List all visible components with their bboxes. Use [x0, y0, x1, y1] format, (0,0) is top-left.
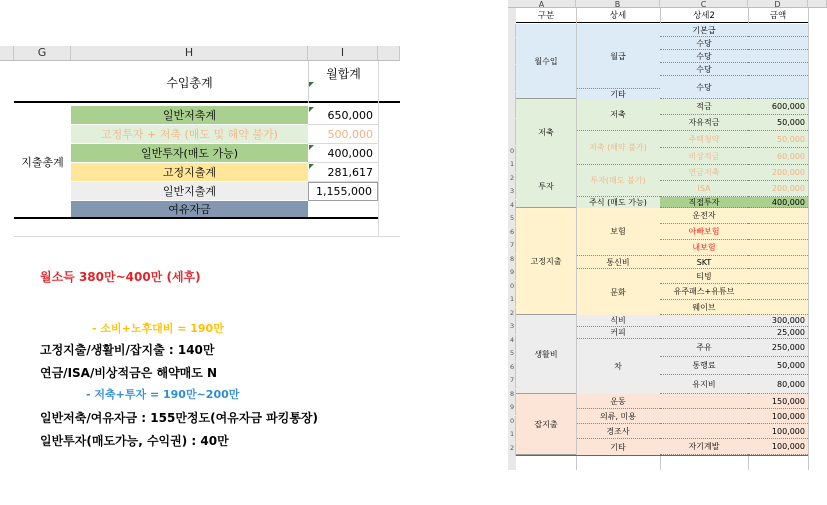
- note-line-2: 연금/ISA/비상적금은 해약매도 N: [40, 366, 218, 380]
- detail-savings[interactable]: 저축: [576, 99, 660, 131]
- amount-fuel[interactable]: 250,000: [748, 339, 808, 357]
- row-number[interactable]: [508, 51, 516, 64]
- item-driver-insurance[interactable]: 운전자: [660, 208, 748, 224]
- row-number[interactable]: [508, 132, 516, 145]
- item-fuel[interactable]: 주유: [660, 339, 748, 357]
- item-free-savings[interactable]: 자유적금: [660, 115, 748, 131]
- label-fixed-investment[interactable]: 고정투자 + 저축 (매도 및 해약 불가): [71, 125, 308, 144]
- green-triangle-marker: [309, 145, 314, 150]
- value-general-expense[interactable]: 1,155,000: [308, 182, 378, 201]
- item-events[interactable]: [660, 424, 748, 439]
- amount-maintenance[interactable]: 80,000: [748, 375, 808, 394]
- detail-salary[interactable]: 월급: [576, 24, 660, 89]
- spend-heading-note: - 소비+노후대비 = 190만: [92, 322, 224, 335]
- value-general-savings[interactable]: 650,000: [308, 106, 378, 125]
- detail-insurance[interactable]: 보험: [576, 208, 660, 256]
- group-fixed-expense[interactable]: 고정지출: [516, 208, 576, 315]
- detail-food[interactable]: 식비: [576, 315, 660, 327]
- label-spare-funds[interactable]: 여유자금: [71, 201, 308, 219]
- right-sheet: [508, 0, 827, 470]
- col-header-i[interactable]: I: [308, 46, 378, 61]
- right-header-amount[interactable]: 금액: [748, 8, 808, 23]
- gridline: [378, 61, 379, 236]
- item-food[interactable]: [660, 315, 748, 327]
- item-direct-investment[interactable]: 직접투자: [660, 197, 748, 208]
- item-tving[interactable]: 티빙: [660, 269, 748, 284]
- detail-exercise[interactable]: 운동: [576, 394, 660, 409]
- group-living-expense[interactable]: 생활비: [516, 315, 576, 394]
- amount-tving[interactable]: [748, 269, 808, 284]
- item-emergency-savings[interactable]: 비상적금: [660, 148, 748, 165]
- amount-isa[interactable]: 200,000: [748, 181, 808, 197]
- row-number[interactable]: [508, 92, 516, 105]
- item-skt[interactable]: SKT: [660, 256, 748, 269]
- group-monthly-income[interactable]: 월수입: [516, 24, 576, 99]
- amount-tolls[interactable]: 50,000: [748, 357, 808, 375]
- amount-allowance-4[interactable]: [748, 76, 808, 99]
- item-pension-savings[interactable]: 연금저축: [660, 165, 748, 181]
- row-number[interactable]: 9: [508, 402, 516, 415]
- green-triangle-marker: [309, 164, 314, 169]
- amount-emergency-savings[interactable]: 60,000: [748, 148, 808, 165]
- row-number[interactable]: 0: [508, 416, 516, 429]
- item-installment-savings[interactable]: 적금: [660, 99, 748, 115]
- row-number[interactable]: [508, 24, 516, 37]
- row-number[interactable]: 0: [508, 146, 516, 159]
- gridline: [808, 8, 809, 470]
- item-allowance-2[interactable]: 수당: [660, 50, 748, 63]
- item-housing-subscription[interactable]: 주택청약: [660, 131, 748, 148]
- right-col-e[interactable]: [808, 0, 827, 8]
- monthly-income-note: 월소득 380만~400만 (세후): [40, 270, 201, 284]
- detail-investment-locked[interactable]: 투자(매도 불가): [576, 165, 660, 197]
- item-clothing[interactable]: [660, 409, 748, 424]
- amount-allowance-1[interactable]: [748, 37, 808, 50]
- row-number[interactable]: [508, 119, 516, 132]
- amount-food[interactable]: 300,000: [748, 315, 808, 327]
- right-col-c[interactable]: C: [660, 0, 748, 8]
- row-number[interactable]: 8: [508, 254, 516, 267]
- save-heading-note: - 저축+투자 = 190만~200만: [86, 388, 240, 401]
- item-maintenance[interactable]: 유지비: [660, 375, 748, 394]
- item-dad-insurance[interactable]: 아빠보험: [660, 224, 748, 240]
- amount-clothing[interactable]: 100,000: [748, 409, 808, 424]
- green-triangle-marker: [309, 107, 314, 112]
- amount-wavve[interactable]: [748, 300, 808, 315]
- row-number[interactable]: 4: [508, 335, 516, 348]
- item-coffee[interactable]: [660, 327, 748, 339]
- value-spare-funds[interactable]: [308, 201, 378, 219]
- amount-events[interactable]: 100,000: [748, 424, 808, 439]
- detail-culture[interactable]: 문화: [576, 269, 660, 315]
- note-line-4: 일반투자(매도가능, 수익권) : 40만: [40, 434, 229, 448]
- amount-my-insurance[interactable]: [748, 240, 808, 256]
- right-header-detail2[interactable]: 상세2: [660, 8, 748, 23]
- row-header-corner: [0, 46, 14, 61]
- expense-rows: [71, 106, 378, 219]
- col-header-j[interactable]: [378, 46, 400, 61]
- item-my-insurance[interactable]: 내보험: [660, 240, 748, 256]
- row-number[interactable]: 5: [508, 348, 516, 361]
- note-line-1: 고정지출/생활비/잡지출 : 140만: [40, 343, 215, 357]
- row-number[interactable]: 6: [508, 227, 516, 240]
- row-number[interactable]: 3: [508, 321, 516, 334]
- row-number[interactable]: 2: [508, 443, 516, 456]
- amount-free-savings[interactable]: 50,000: [748, 115, 808, 131]
- label-general-savings[interactable]: 일반저축계: [71, 106, 308, 125]
- row-number[interactable]: [508, 38, 516, 51]
- row-number[interactable]: [508, 78, 516, 91]
- amount-housing-subscription[interactable]: 50,000: [748, 131, 808, 148]
- bottom-border: [516, 455, 808, 456]
- item-base-salary[interactable]: 기본급: [660, 24, 748, 37]
- monthly-total-header[interactable]: [308, 61, 378, 103]
- amount-direct-investment[interactable]: 400,000: [748, 197, 808, 208]
- row-number[interactable]: 8: [508, 389, 516, 402]
- item-allowance-1[interactable]: 수당: [660, 37, 748, 50]
- amount-exercise[interactable]: 150,000: [748, 394, 808, 409]
- amount-base-salary[interactable]: [748, 24, 808, 37]
- group-misc-expense[interactable]: 잡지출: [516, 394, 576, 455]
- item-isa[interactable]: ISA: [660, 181, 748, 197]
- row-number[interactable]: [508, 105, 516, 118]
- right-header-detail[interactable]: 상세: [576, 8, 660, 23]
- left-sheet: [0, 46, 400, 236]
- label-fixed-expense[interactable]: 고정지출계: [71, 163, 308, 182]
- row-number[interactable]: 7: [508, 375, 516, 388]
- green-triangle-marker: [309, 82, 314, 87]
- detail-misc-other[interactable]: 기타: [576, 439, 660, 455]
- row-number[interactable]: 0: [508, 281, 516, 294]
- row-number[interactable]: 1: [508, 429, 516, 442]
- amount-allowance-2[interactable]: [748, 50, 808, 63]
- right-col-b[interactable]: B: [576, 0, 660, 8]
- income-total-header[interactable]: 수입총계: [166, 75, 213, 90]
- row-number[interactable]: 2: [508, 308, 516, 321]
- amount-dad-insurance[interactable]: [748, 224, 808, 240]
- detail-telecom[interactable]: 통신비: [576, 256, 660, 269]
- right-col-a[interactable]: A: [508, 0, 576, 8]
- row-number[interactable]: 1: [508, 159, 516, 172]
- detail-savings-locked[interactable]: 저축 (해약 불가): [576, 131, 660, 165]
- item-wavve[interactable]: 웨이브: [660, 300, 748, 315]
- detail-car[interactable]: 차: [576, 339, 660, 394]
- row-number[interactable]: 6: [508, 362, 516, 375]
- detail-clothing-beauty[interactable]: 의류, 미용: [576, 409, 660, 424]
- row-number[interactable]: 4: [508, 200, 516, 213]
- row-number[interactable]: 3: [508, 186, 516, 199]
- expense-total-label[interactable]: 지출총계: [14, 106, 71, 219]
- right-col-d[interactable]: D: [748, 0, 808, 8]
- amount-youtube-pass[interactable]: [748, 284, 808, 300]
- gridline: [576, 8, 577, 470]
- monthly-total-header-text: 월합계: [326, 67, 361, 81]
- note-line-3: 일반저축/여유자금 : 155만정도(여유자금 파킹통장): [40, 411, 318, 425]
- amount-skt[interactable]: [748, 256, 808, 269]
- amount-coffee[interactable]: 25,000: [748, 327, 808, 339]
- amount-driver-insurance[interactable]: [748, 208, 808, 224]
- label-general-expense[interactable]: 일반지출계: [71, 182, 308, 201]
- value-fixed-investment[interactable]: 500,000: [308, 125, 378, 144]
- row-number[interactable]: 2: [508, 173, 516, 186]
- row-number[interactable]: 7: [508, 240, 516, 253]
- right-header-division[interactable]: 구분: [516, 8, 576, 23]
- item-allowance-4[interactable]: 수당: [660, 76, 748, 99]
- amount-self-development[interactable]: 100,000: [748, 439, 808, 455]
- item-self-development[interactable]: 자기계발: [660, 439, 748, 455]
- amount-pension-savings[interactable]: 200,000: [748, 165, 808, 181]
- group-savings[interactable]: 저축: [516, 99, 576, 165]
- item-tolls[interactable]: 통행료: [660, 357, 748, 375]
- gridline: [14, 236, 400, 237]
- row-number[interactable]: [508, 65, 516, 78]
- detail-stocks[interactable]: 주식 (매도 가능): [576, 197, 660, 208]
- row-number[interactable]: 1: [508, 294, 516, 307]
- col-header-h[interactable]: H: [71, 46, 308, 61]
- row-number[interactable]: 5: [508, 213, 516, 226]
- row-number[interactable]: 9: [508, 267, 516, 280]
- item-exercise[interactable]: [660, 394, 748, 409]
- group-investment[interactable]: 투자: [516, 165, 576, 208]
- item-allowance-3[interactable]: 수당: [660, 63, 748, 76]
- amount-installment-savings[interactable]: 600,000: [748, 99, 808, 115]
- col-header-g[interactable]: G: [14, 46, 71, 61]
- detail-other-income[interactable]: 기타: [576, 89, 660, 99]
- value-fixed-expense[interactable]: 281,617: [308, 163, 378, 182]
- detail-events[interactable]: 경조사: [576, 424, 660, 439]
- detail-coffee[interactable]: 커피: [576, 327, 660, 339]
- item-youtube-pass[interactable]: 유주패스+유튜브: [660, 284, 748, 300]
- value-general-investment[interactable]: 400,000: [308, 144, 378, 163]
- label-general-investment[interactable]: 일반투자(매도 가능): [71, 144, 308, 163]
- amount-allowance-3[interactable]: [748, 63, 808, 76]
